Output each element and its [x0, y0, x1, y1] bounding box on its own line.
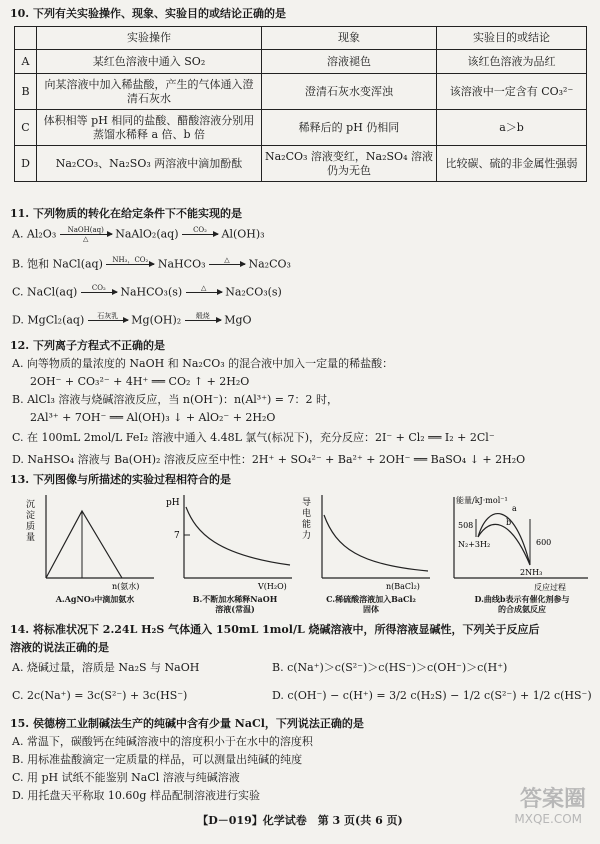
q10-header-conclusion: 实验目的或结论 [437, 27, 587, 50]
q14-option-a: A. 烧碱过量，溶质是 Na₂S 与 NaOH [12, 661, 200, 674]
y-label: 能量/kJ·mol⁻¹ [456, 496, 508, 505]
value-508: 508 [458, 521, 474, 530]
q10-table [14, 26, 587, 182]
q11-b-s1: B. 饱和 NaCl(aq) [12, 257, 103, 271]
tick-label: 7 [174, 531, 180, 541]
q10-row-label: B [15, 74, 37, 110]
caption-line: D.曲线b表示有催化剂参与 [474, 594, 570, 604]
q10-row-conclusion: 该红色溶液为品红 [437, 50, 587, 74]
q10-row-phenomenon: Na₂CO₃ 溶液变红，Na₂SO₄ 溶液仍为无色 [262, 146, 437, 182]
q11-a-s3: Al(OH)₃ [221, 227, 265, 241]
page-footer: 【D－019】化学试卷 第 3 页(共 6 页) [197, 814, 403, 827]
q10-row-b [15, 74, 587, 110]
caption-line: C.稀硫酸溶液加入BaCl₂ [326, 594, 416, 604]
q13-caption-d [452, 594, 592, 614]
q13-caption-c [306, 594, 436, 614]
cond: △ [200, 284, 207, 292]
value-600: 600 [536, 538, 552, 547]
q15-option-b: B. 用标准盐酸滴定一定质量的样品，可以测量出纯碱的纯度 [12, 753, 303, 766]
q11-d-s2: Mg(OH)₂ [131, 313, 182, 327]
q10-row-op: 向某溶液中加入稀盐酸，产生的气体通入澄清石灰水 [37, 74, 262, 110]
q12-option-a-equation: 2OH⁻ + CO₃²⁻ + 4H⁺ ══ CO₂ ↑ + 2H₂O [30, 375, 250, 388]
cond: △ [83, 235, 89, 243]
caption-line: 的合成氨反应 [498, 604, 546, 614]
q12-stem: 12. 下列离子方程式不正确的是 [10, 339, 165, 352]
q11-stem: 11. 下列物质的转化在给定条件下不能实现的是 [10, 207, 242, 220]
q14-stem-line1: 14. 将标准状况下 2.24L H₂S 气体通入 150mL 1mol/L 烧碱溶液中，所得溶液显碱性，下列关于反应后 [10, 623, 540, 636]
cond: 煅烧 [195, 312, 210, 320]
q11-d-arrow1 [88, 312, 128, 329]
q12-option-b-text: B. AlCl₃ 溶液与烧碱溶液反应，当 n(OH⁻)：n(Al³⁺) = 7：2 时， [12, 393, 339, 406]
q10-row-op: 某红色溶液中通入 SO₂ [37, 50, 262, 74]
q14-option-c: C. 2c(Na⁺) = 3c(S²⁻) + 3c(HS⁻) [12, 689, 188, 702]
q10-row-op: 体积相等 pH 相同的盐酸、醋酸溶液分别用蒸馏水稀释 a 倍、b 倍 [37, 110, 262, 146]
cond: NH₃，CO₂ [112, 256, 149, 264]
q10-header-label [15, 27, 37, 50]
curve [186, 507, 290, 565]
cond: NaOH(aq) [67, 226, 104, 234]
curve-b-label: b [506, 518, 512, 527]
curve [324, 515, 428, 571]
q14-stem-line2: 溶液的说法正确的是 [10, 641, 109, 654]
q15-stem: 15. 侯德榜工业制碱法生产的纯碱中含有少量 NaCl，下列说法正确的是 [10, 717, 364, 730]
q10-row-phenomenon: 溶液褪色 [262, 50, 437, 74]
watermark-url: MXQE.COM [514, 812, 582, 826]
q13-caption-b [170, 594, 300, 614]
q10-row-conclusion: 比较碳、硫的非金属性强弱 [437, 146, 587, 182]
caption-line: B.不断加水稀释NaOH [192, 594, 278, 604]
caption-line: 溶液(常温) [215, 604, 255, 614]
q14-option-d: D. c(OH⁻) − c(H⁺) = 3/2 c(H₂S) − 1/2 c(S²⁻) + 1/2 c(HS⁻) [272, 689, 592, 702]
q11-a-s2: NaAlO₂(aq) [115, 227, 179, 241]
q11-d-arrow2 [185, 312, 221, 329]
q13-caption-a: A.AgNO₃中滴加氨水 [55, 594, 135, 604]
q15-option-a: A. 常温下，碳酸钙在纯碱溶液中的溶度积小于在水中的溶度积 [12, 735, 313, 748]
q14-option-b: B. c(Na⁺)＞c(S²⁻)＞c(HS⁻)＞c(OH⁻)＞c(H⁺) [272, 661, 508, 674]
cond: 石灰乳 [97, 312, 119, 320]
caption-line: 固体 [363, 604, 379, 614]
q11-c-arrow1 [81, 284, 117, 301]
q10-header-row [15, 27, 587, 50]
q11-option-d [12, 312, 252, 329]
q10-header-phenomenon: 现象 [262, 27, 437, 50]
q12-option-c: C. 在 100mL 2mol/L FeI₂ 溶液中通入 4.48L 氯气(标况下)，充分反应：2I⁻ + Cl₂ ══ I₂ + 2Cl⁻ [12, 431, 495, 444]
q10-row-label: A [15, 50, 37, 74]
cond: CO₂ [91, 284, 106, 292]
q11-a-s1: A. Al₂O₃ [12, 227, 57, 241]
q11-c-s1: C. NaCl(aq) [12, 285, 78, 299]
q11-c-arrow2 [186, 284, 222, 301]
q10-row-label: D [15, 146, 37, 182]
x-label: V(H₂O) [258, 582, 287, 591]
cond: △ [224, 256, 230, 264]
q10-row-d [15, 146, 587, 182]
product-label: 2NH₃ [520, 568, 543, 577]
q12-option-b-equation: 2Al³⁺ + 7OH⁻ ══ Al(OH)₃ ↓ + AlO₂⁻ + 2H₂O [30, 411, 276, 424]
q11-b-s2: NaHCO₃ [157, 257, 206, 271]
x-label: n(氨水) [112, 582, 140, 591]
q13-stem: 13. 下列图像与所描述的实验过程相符合的是 [10, 473, 231, 486]
q10-row-c [15, 110, 587, 146]
q12-option-a-text: A. 向等物质的量浓度的 NaOH 和 Na₂CO₃ 的混合液中加入一定量的稀盐酸： [12, 357, 394, 370]
q11-option-b [12, 256, 291, 273]
q11-b-s3: Na₂CO₃ [248, 257, 291, 271]
q11-b-arrow1 [106, 256, 154, 273]
q11-c-s2: NaHCO₃(s) [120, 285, 183, 299]
q10-stem: 10. 下列有关实验操作、现象、实验目的或结论正确的是 [10, 7, 286, 20]
q10-row-conclusion: 该溶液中一定含有 CO₃²⁻ [437, 74, 587, 110]
q11-option-a [12, 226, 265, 243]
q10-row-label: C [15, 110, 37, 146]
cond: CO₂ [193, 226, 207, 234]
q10-row-conclusion: a＞b [437, 110, 587, 146]
x-label: n(BaCl₂) [386, 582, 420, 591]
q11-a-arrow2 [182, 226, 218, 243]
q11-b-arrow2 [209, 256, 245, 273]
q11-c-s3: Na₂CO₃(s) [225, 285, 282, 299]
y-label: pH [166, 498, 180, 508]
curve-a-label: a [512, 504, 517, 513]
x-label: 反应过程 [534, 583, 566, 592]
q10-row-phenomenon: 澄清石灰水变浑浊 [262, 74, 437, 110]
curve [46, 511, 122, 578]
q11-d-s3: MgO [224, 313, 252, 327]
y-label: 导电能力 [302, 498, 312, 541]
watermark-logo: 答案圈 [519, 787, 586, 812]
y-label: 沉淀质量 [26, 500, 36, 543]
q10-row-phenomenon: 稀释后的 pH 仍相同 [262, 110, 437, 146]
q15-option-c: C. 用 pH 试纸不能鉴别 NaCl 溶液与纯碱溶液 [12, 771, 240, 784]
q10-row-a [15, 50, 587, 74]
q10-row-op: Na₂CO₃、Na₂SO₃ 两溶液中滴加酚酞 [37, 146, 262, 182]
q11-d-s1: D. MgCl₂(aq) [12, 313, 85, 327]
q15-option-d: D. 用托盘天平称取 10.60g 样品配制溶液进行实验 [12, 789, 260, 802]
q12-option-d: D. NaHSO₄ 溶液与 Ba(OH)₂ 溶液反应至中性：2H⁺ + SO₄²⁻ + Ba²⁺ + 2OH⁻ ══ BaSO₄ ↓ + 2H₂O [12, 453, 526, 466]
q10-header-op: 实验操作 [37, 27, 262, 50]
q11-a-arrow1 [60, 226, 112, 243]
q11-option-c [12, 284, 282, 301]
reactant-label: N₂+3H₂ [458, 540, 491, 549]
